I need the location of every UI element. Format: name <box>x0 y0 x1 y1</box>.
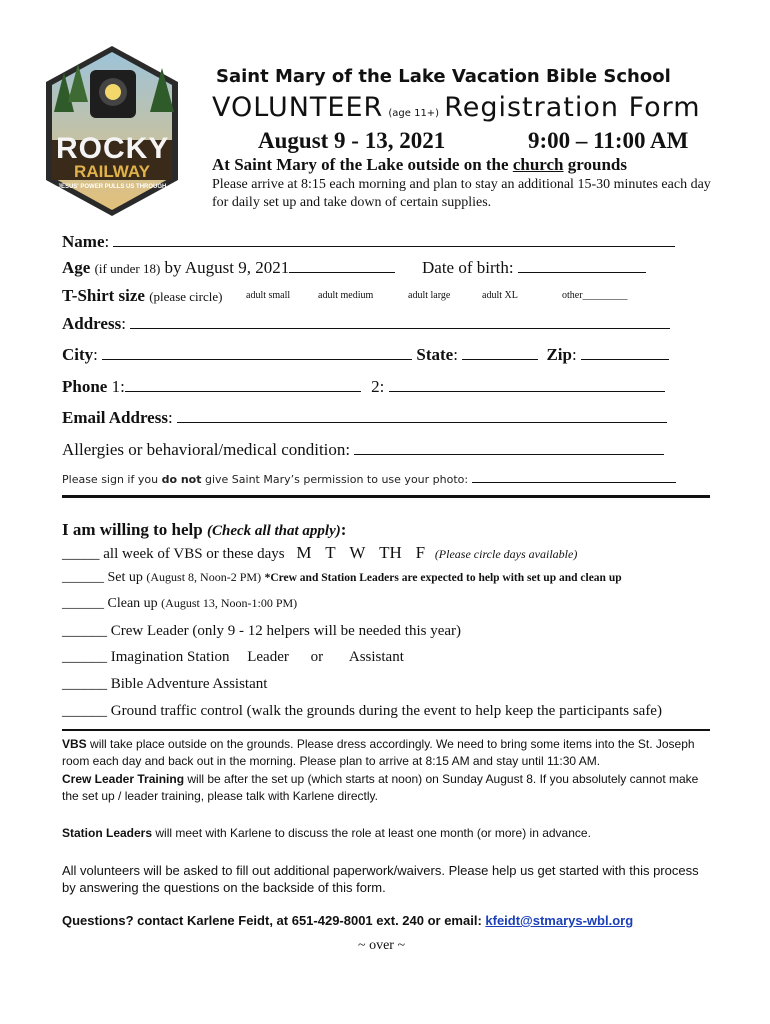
address-label: Address <box>62 314 122 333</box>
email-row: Email Address: <box>62 408 667 428</box>
name-label: Name <box>62 232 105 251</box>
dob-label: Date of birth: <box>422 258 514 277</box>
phone-row <box>62 377 665 397</box>
dob-row <box>422 258 646 278</box>
phone2-label: 2: <box>371 377 385 396</box>
cleanup-row <box>62 596 297 612</box>
imagination-row <box>62 649 404 666</box>
week-row <box>62 543 577 563</box>
bible-blank[interactable]: ______ <box>62 676 107 692</box>
phone2-field[interactable] <box>389 377 665 392</box>
size-option[interactable]: adult XL <box>482 290 518 301</box>
size-option[interactable]: adult medium <box>318 290 374 301</box>
form-title-line <box>212 92 701 123</box>
crew-text: Crew Leader (only 9 - 12 helpers will be needed this year) <box>110 623 462 639</box>
allergies-row <box>62 440 664 460</box>
tshirt-row <box>62 286 222 306</box>
tshirt-note: (please circle) <box>149 289 223 304</box>
event-dates: August 9 - 13, 2021 <box>258 128 446 153</box>
setup-bold-note: *Crew and Station Leaders are expected to help with set up and clean up <box>264 572 622 584</box>
traffic-text: Ground traffic control (walk the grounds during the event to help keep the participants safe) <box>110 703 662 719</box>
cleanup-blank[interactable]: ______ <box>62 596 104 611</box>
station-leaders-bold: Station Leaders <box>62 826 153 840</box>
photo-permission-row <box>62 472 676 486</box>
rocky-railway-logo <box>38 42 186 220</box>
tshirt-label: T-Shirt size <box>62 286 145 305</box>
or-text: or <box>310 649 324 665</box>
logo-title: ROCKY <box>56 132 170 165</box>
bible-row <box>62 676 267 693</box>
cleanup-text: Clean up <box>107 596 158 611</box>
contact-text: Questions? contact Karlene Feidt, at 651-429-8001 ext. 240 or email: <box>62 913 486 928</box>
age-note-text: (if under 18) <box>94 261 161 276</box>
city-row: City: State: Zip: <box>62 345 669 365</box>
city-label: City <box>62 345 94 364</box>
zip-label: Zip <box>546 345 572 364</box>
week-blank[interactable]: _____ <box>62 546 100 562</box>
day-option[interactable]: TH <box>379 543 402 562</box>
crew-training-bold: Crew Leader Training <box>62 772 185 786</box>
setup-row <box>62 570 622 586</box>
arrival-note: Please arrive at 8:15 each morning and plan to stay an additional 15-30 minutes each day for daily set up and take down of certain supplies. <box>212 177 711 210</box>
vbs-note <box>62 736 712 770</box>
state-field[interactable] <box>462 345 538 360</box>
cleanup-note: (August 13, Noon-1:00 PM) <box>161 596 298 610</box>
days-note: (Please circle days available) <box>434 547 578 561</box>
phone1-field[interactable] <box>125 377 361 392</box>
name-row: Name: <box>62 232 675 252</box>
name-field[interactable] <box>113 232 675 247</box>
size-option[interactable]: other_________ <box>562 290 628 301</box>
imagination-text: Imagination Station <box>110 649 230 665</box>
day-option[interactable]: F <box>415 543 426 562</box>
logo-tagline: JESUS' POWER PULLS US THROUGH <box>57 184 167 190</box>
help-heading-text: I am willing to help <box>62 520 203 539</box>
setup-note: (August 8, Noon-2 PM) <box>146 570 262 584</box>
age-note: (age 11+) <box>388 108 440 119</box>
section-divider <box>62 495 710 498</box>
setup-text: Set up <box>107 570 143 585</box>
email-label: Email Address <box>62 408 168 427</box>
phone1-label: 1: <box>111 377 125 396</box>
location-church: church <box>512 155 564 174</box>
zip-field[interactable] <box>581 345 669 360</box>
event-time: 9:00 – 11:00 AM <box>528 128 689 153</box>
help-heading-note: (Check all that apply) <box>207 523 341 539</box>
allergies-label: Allergies or behavioral/medical condition: <box>62 440 351 459</box>
size-option[interactable]: adult small <box>246 290 291 301</box>
traffic-row <box>62 703 662 720</box>
day-option[interactable]: W <box>349 543 366 562</box>
logo-subtitle: RAILWAY <box>74 162 150 181</box>
volunteers-note: All volunteers will be asked to fill out additional paperwork/waivers. Please help us get started with this process by answering the questions on the backside of this form. <box>62 863 699 895</box>
city-field[interactable] <box>102 345 412 360</box>
state-label: State <box>416 345 454 364</box>
photo-pre: Please sign if you <box>62 473 162 486</box>
age-row <box>62 258 395 278</box>
crew-training-note <box>62 771 712 805</box>
contact-email-link[interactable]: kfeidt@stmarys-wbl.org <box>485 913 634 928</box>
crew-blank[interactable]: ______ <box>62 623 107 639</box>
setup-blank[interactable]: ______ <box>62 570 104 585</box>
photo-signature-field[interactable] <box>472 472 676 483</box>
age-field[interactable] <box>289 258 395 273</box>
section-divider <box>62 729 710 731</box>
address-field[interactable] <box>130 314 670 329</box>
location-post: grounds <box>563 155 627 174</box>
crew-training-text: will be after the set up (which starts at noon) on Sunday August 8. If you absolutely cannot make the set up / leader training, please talk with Karlene directly. <box>62 772 699 803</box>
photo-bold: do not <box>161 473 202 486</box>
school-name: Saint Mary of the Lake Vacation Bible School <box>216 66 671 87</box>
bible-text: Bible Adventure Assistant <box>110 676 268 692</box>
dob-field[interactable] <box>518 258 646 273</box>
location-pre: At Saint Mary of the Lake outside on the <box>212 155 513 174</box>
phone-label: Phone <box>62 377 108 396</box>
traffic-blank[interactable]: ______ <box>62 703 107 719</box>
contact-line <box>62 913 633 928</box>
registration-title: Registration Form <box>444 92 701 123</box>
assistant-option[interactable]: Assistant <box>348 649 404 665</box>
photo-post: give Saint Mary’s permission to use your photo: <box>201 473 469 486</box>
crew-row <box>62 623 461 640</box>
email-field[interactable] <box>177 408 667 423</box>
help-heading <box>62 520 346 540</box>
station-leaders-text: will meet with Karlene to discuss the role at least one month (or more) in advance. <box>152 826 591 840</box>
size-option[interactable]: adult large <box>408 290 451 301</box>
vbs-text: will take place outside on the grounds. Please dress accordingly. We need to bring some items into the St. Joseph room each day and back out in the morning. Please plan to arrive at 8:15 AM and stay until 11:30 AM. <box>62 737 695 768</box>
allergies-field[interactable] <box>354 440 664 455</box>
imagination-blank[interactable]: ______ <box>62 649 107 665</box>
help-heading-colon: : <box>340 520 347 539</box>
event-location <box>212 155 627 175</box>
day-option[interactable]: T <box>325 543 336 562</box>
age-by-text: by August 9, 2021 <box>164 258 290 277</box>
volunteer-title: VOLUNTEER <box>212 92 384 123</box>
week-text: all week of VBS or these days <box>103 546 285 562</box>
leader-option[interactable]: Leader <box>247 649 289 665</box>
address-row: Address: <box>62 314 670 334</box>
logo-graphic <box>38 42 186 220</box>
vbs-bold: VBS <box>62 737 87 751</box>
day-option[interactable]: M <box>296 543 312 562</box>
over-note: ~ over ~ <box>358 938 406 953</box>
station-leaders-note <box>62 825 712 842</box>
age-label: Age <box>62 258 91 277</box>
